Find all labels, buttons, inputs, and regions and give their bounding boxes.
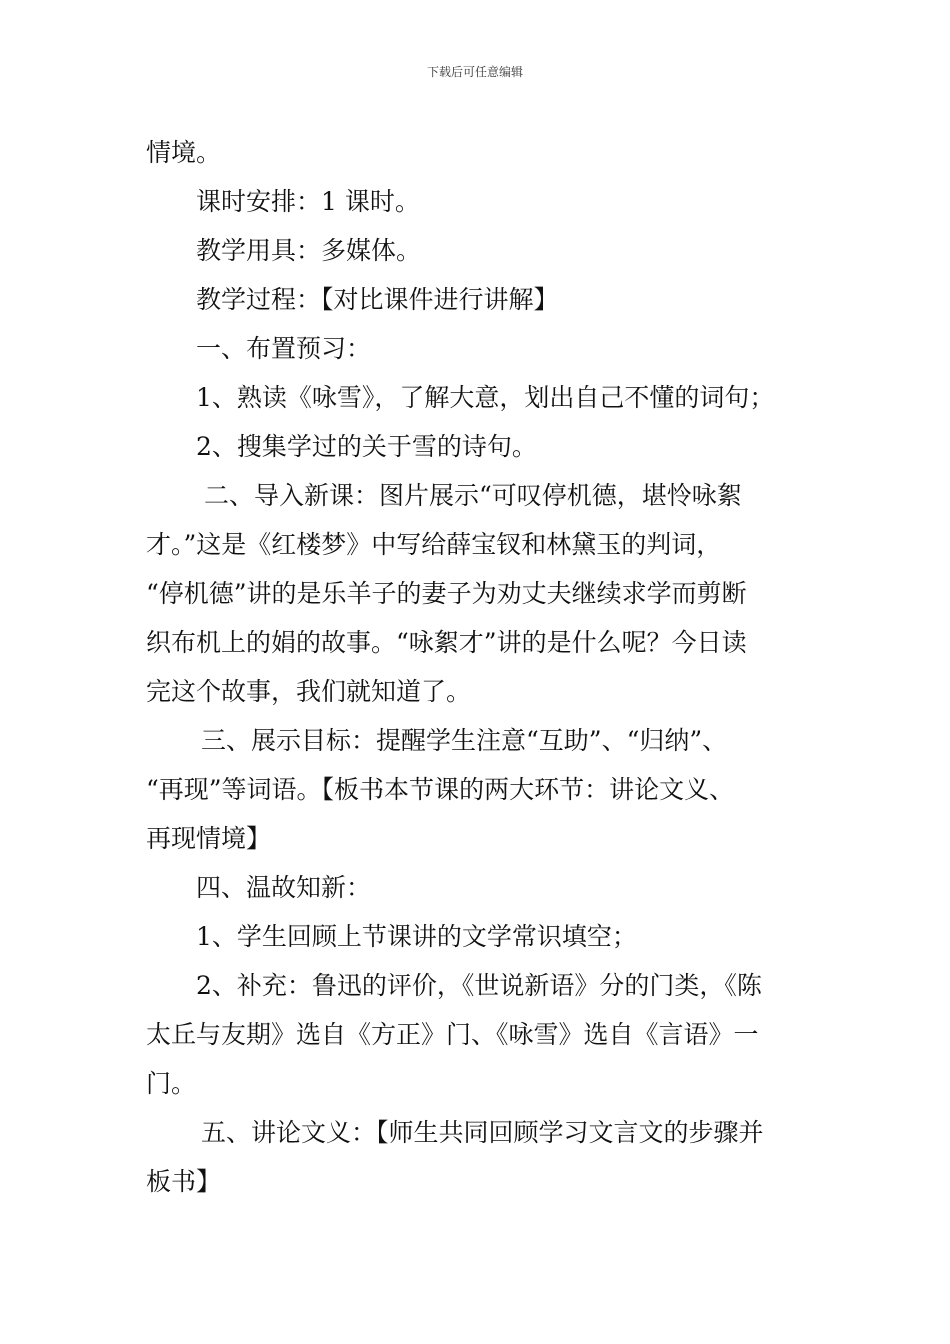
process-line: 教学过程：【对比课件进行讲解】 bbox=[196, 285, 559, 314]
list-item: 1、学生回顾上节课讲的文学常识填空； bbox=[196, 922, 637, 951]
text-line: 情境。 bbox=[146, 138, 222, 167]
list-item: 2、补充：鲁迅的评价，《世说新语》分的门类，《陈 bbox=[196, 971, 762, 1000]
schedule-line: 课时安排：1 课时。 bbox=[196, 187, 420, 216]
text-line: 织布机上的娟的故事。“咏絮才”讲的是什么呢？今日读 bbox=[146, 628, 747, 657]
text-line: 门。 bbox=[146, 1069, 197, 1098]
text-line: 太丘与友期》选自《方正》门、《咏雪》选自《言语》一 bbox=[146, 1020, 759, 1049]
section-heading-4: 四、温故知新： bbox=[196, 873, 372, 902]
list-item: 1、熟读《咏雪》，了解大意，划出自己不懂的词句； bbox=[196, 383, 775, 412]
section-heading-1: 一、布置预习： bbox=[196, 334, 372, 363]
text-line: 再现情境】 bbox=[146, 824, 272, 853]
section-heading-2: 二、导入新课：图片展示“可叹停机德，堪怜咏絮 bbox=[204, 481, 742, 510]
document-body bbox=[146, 128, 808, 1206]
text-line: 才。”这是《红楼梦》中写给薛宝钗和林黛玉的判词， bbox=[146, 530, 722, 559]
text-line: 完这个故事，我们就知道了。 bbox=[146, 677, 472, 706]
text-line: 板书】 bbox=[146, 1167, 222, 1196]
text-line: “停机德”讲的是乐羊子的妻子为劝丈夫继续求学而剪断 bbox=[146, 579, 747, 608]
section-heading-5: 五、讲论文义：【师生共同回顾学习文言文的步骤并 bbox=[201, 1118, 764, 1147]
text-line: “再现”等词语。【板书本节课的两大环节：讲论文义、 bbox=[146, 775, 735, 804]
tools-line: 教学用具：多媒体。 bbox=[196, 236, 422, 265]
section-heading-3: 三、展示目标：提醒学生注意“互助”、“归纳”、 bbox=[201, 726, 728, 755]
page-header: 下载后可任意编辑 bbox=[426, 65, 523, 79]
list-item: 2、搜集学过的关于雪的诗句。 bbox=[196, 432, 537, 461]
